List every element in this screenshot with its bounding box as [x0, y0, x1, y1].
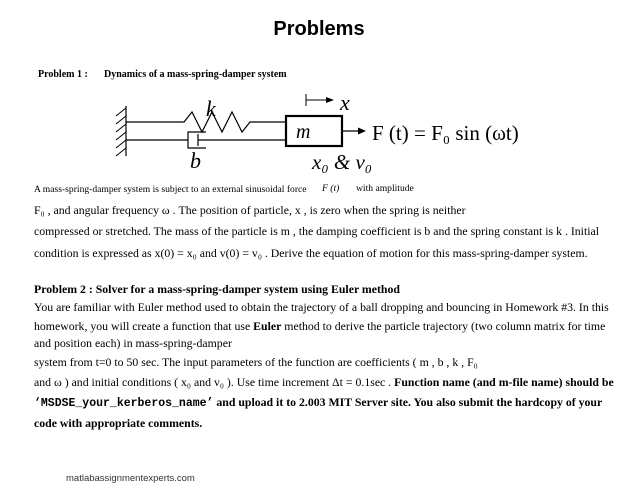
euler-keyword: Euler	[253, 319, 282, 333]
problem1-label: Problem 1 :	[38, 69, 88, 80]
page-title: Problems	[273, 18, 365, 40]
p1-line2: F₀ , and angular frequency ω . The position of particle, x , is zero when the spring is neither	[34, 203, 466, 217]
x-label: x	[340, 90, 350, 115]
p1-force-symbol: F (t)	[322, 183, 340, 194]
damping-label: b	[190, 148, 201, 173]
force-arrowhead	[358, 128, 366, 135]
footer-website: matlabassignmentexperts.com	[66, 473, 195, 484]
p2-line1: You are familiar with Euler method used to obtain the trajectory of a ball dropping and bouncing in Homework #3. In this	[34, 300, 609, 314]
damper	[126, 132, 286, 148]
wall-hatching	[116, 108, 126, 156]
p2-line2: homework, you will create a function that use Euler method to derive the particle trajectory (two column matrix for time	[34, 319, 606, 333]
p2-line5: and ω ) and initial conditions ( x₀ and v₀ ). Use time increment Δt = 0.1sec . Function name (and m-file name) should be	[34, 375, 614, 389]
function-name-note: Function name (and m-file name) should be	[394, 375, 614, 389]
p1-line1-text: A mass-spring-damper system is subject to an external sinusoidal force	[34, 184, 307, 195]
force-equation: F (t) = F₀ sin (ωt)	[372, 121, 519, 145]
p2-line3: and position each) in mass-spring-damper	[34, 336, 232, 350]
function-name: ‘MSDSE_your_kerberos_name’	[34, 397, 214, 410]
x-axis-arrowhead	[326, 97, 334, 103]
spring-constant-label: k	[206, 96, 216, 121]
initial-conditions-label: x₀ & v₀	[312, 150, 373, 174]
p1-line3: compressed or stretched. The mass of the particle is m , the damping coefficient is b and the spring constant is k . Initial	[34, 224, 600, 238]
problem2-heading: Problem 2 : Solver for a mass-spring-damper system using Euler method	[34, 282, 400, 296]
p1-line1-amplitude: with amplitude	[356, 183, 414, 194]
problem1-heading: Dynamics of a mass-spring-damper system	[104, 69, 287, 80]
p2-line7: code with appropriate comments.	[34, 416, 203, 430]
p2-line4: system from t=0 to 50 sec. The input parameters of the function are coefficients ( m , b , k , F₀	[34, 355, 478, 369]
mass-block	[286, 116, 342, 146]
p2-line6: ‘MSDSE_your_kerberos_name’ and upload it to 2.003 MIT Server site. You also submit the hardcopy of your	[34, 395, 603, 410]
p1-line4: condition is expressed as x(0) = x₀ and v(0) = v₀ . Derive the equation of motion for this mass-spring-damper system.	[34, 246, 588, 260]
mass-label: m	[296, 121, 311, 143]
